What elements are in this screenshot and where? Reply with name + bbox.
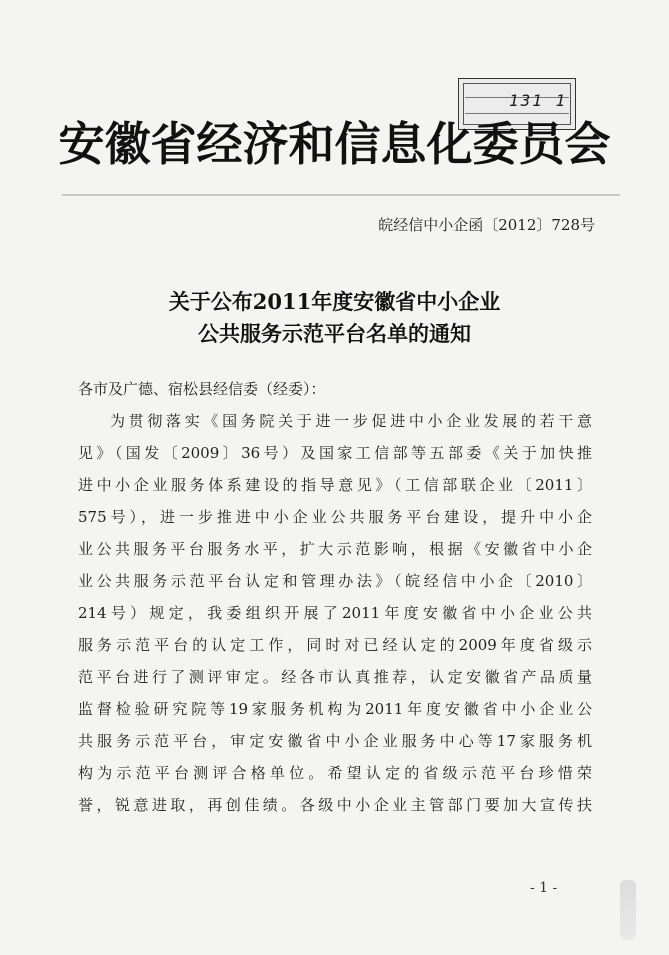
body-line: 214号）规定，我委组织开展了2011年度安徽省中小企业公共 <box>78 604 592 622</box>
body-line: 业公共服务示范平台认定和管理办法》（皖经信中小企〔2010〕 <box>78 572 592 590</box>
body-line: 构为示范平台测评合格单位。希望认定的省级示范平台珍惜荣 <box>78 764 592 782</box>
document-title-line-2: 公共服务示范平台名单的通知 <box>198 321 471 346</box>
body-line: 共服务示范平台，审定安徽省中小企业服务中心等17家服务机 <box>78 732 592 750</box>
org-header-title: 安徽省经济和信息化委员会 <box>58 117 611 171</box>
scan-smudge <box>620 880 636 940</box>
document-number: 皖经信中小企函〔2012〕728号 <box>378 216 595 234</box>
body-line: 范平台进行了测评审定。经各市认真推荐，认定安徽省产品质量 <box>78 668 592 686</box>
stamp-number: 131 1 <box>509 91 568 110</box>
body-line: 进中小企业服务体系建设的指导意见》（工信部联企业〔2011〕 <box>78 476 592 494</box>
body-line: 服务示范平台的认定工作，同时对已经认定的2009年度省级示 <box>78 636 592 654</box>
body-line: 监督检验研究院等19家服务机构为2011年度安徽省中小企业公 <box>78 700 592 718</box>
body-line: 575号），进一步推进中小企业公共服务平台建设，提升中小企 <box>78 508 592 526</box>
page-number: - 1 - <box>530 880 558 896</box>
header-divider <box>62 194 620 196</box>
body-line: 誉，锐意进取，再创佳绩。各级中小企业主管部门要加大宣传扶 <box>78 796 592 814</box>
salutation: 各市及广德、宿松县经信委（经委）： <box>78 380 326 398</box>
body-line: 见》（国发〔2009〕36号）及国家工信部等五部委《关于加快推 <box>78 444 592 462</box>
body-line: 业公共服务平台服务水平，扩大示范影响，根据《安徽省中小企 <box>78 540 592 558</box>
body-line: 为贯彻落实《国务院关于进一步促进中小企业发展的若干意 <box>110 412 592 430</box>
document-title-line-1: 关于公布2011年度安徽省中小企业 <box>168 289 501 314</box>
